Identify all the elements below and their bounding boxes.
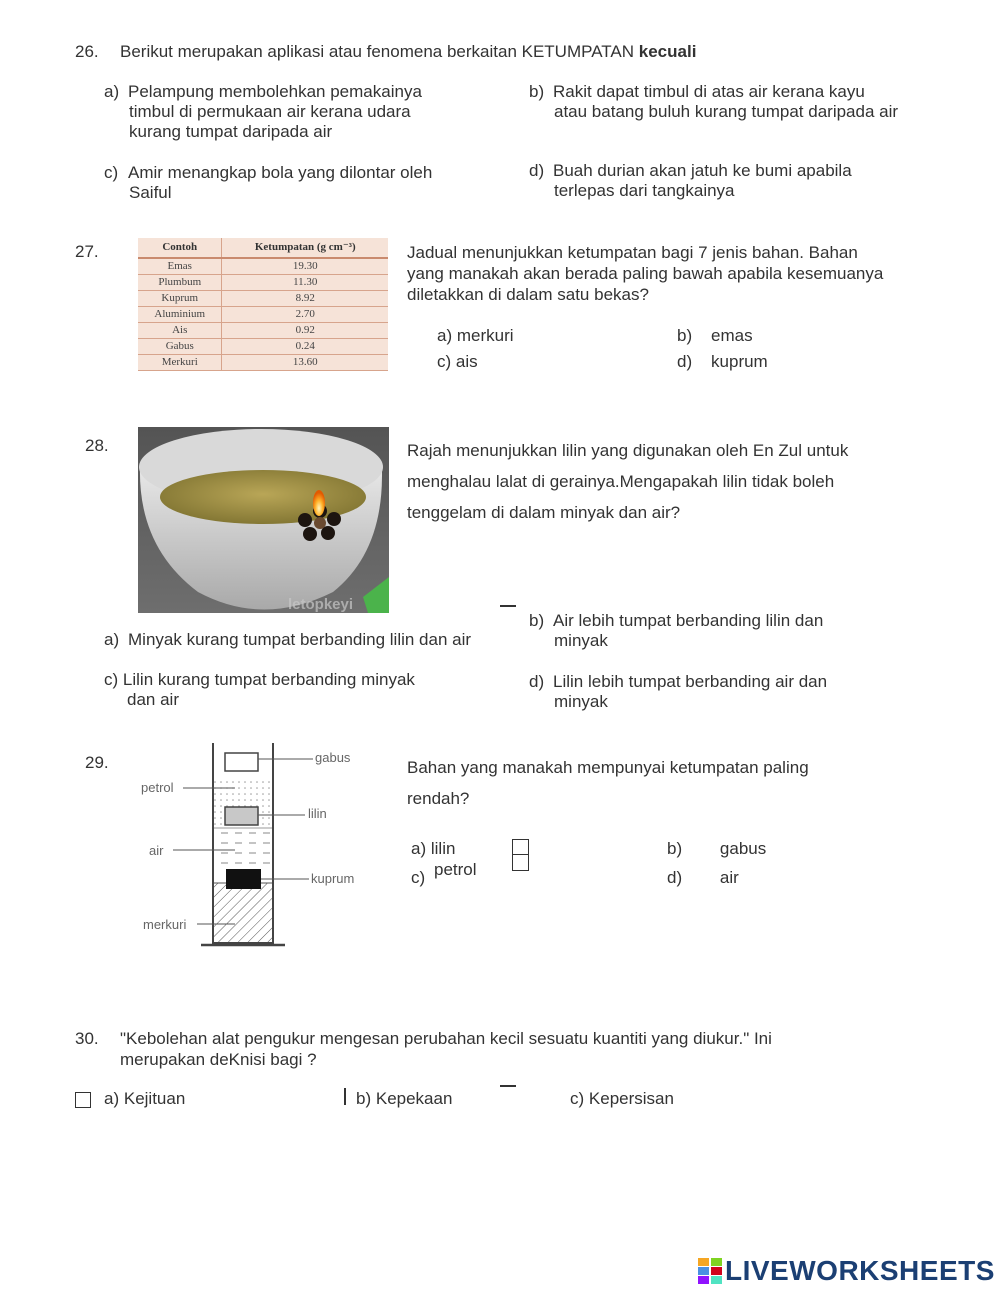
liveworksheets-logo-icon <box>698 1258 723 1284</box>
q29-option-d[interactable]: d) air <box>667 868 739 887</box>
density-table <box>138 238 388 371</box>
q29-option-a[interactable]: a) lilin <box>411 839 456 858</box>
q29-option-b[interactable]: b) gabus <box>667 839 767 858</box>
table-cell: Kuprum <box>138 291 222 307</box>
q26-question-bold: kecuali <box>638 42 697 61</box>
table-cell: Ais <box>138 323 222 339</box>
table-row <box>138 339 388 355</box>
table-cell: 19.30 <box>222 258 388 275</box>
table-cell: 13.60 <box>222 355 388 371</box>
q30-option-c[interactable]: c) Kepersisan <box>570 1089 674 1108</box>
table-cell: Emas <box>138 258 222 275</box>
table-cell: 2.70 <box>222 307 388 323</box>
photo-watermark: letopkeyi <box>288 596 354 613</box>
q26-number: 26. <box>75 42 99 61</box>
answer-checkbox[interactable] <box>75 1092 91 1108</box>
q29-question: Bahan yang manakah mempunyai ketumpatan paling rendah? <box>407 758 809 808</box>
q26-option-a: a) Pelampung membolehkan pemakainya timbul di permukaan air kerana udara kurang tumpat daripada air <box>104 82 422 141</box>
q27-option-d[interactable]: d) kuprum <box>677 352 768 371</box>
label-kuprum: kuprum <box>311 871 355 886</box>
liveworksheets-brand: LIVEWORKSHEETS <box>725 1255 995 1286</box>
q28-option-b[interactable]: b) Air lebih tumpat berbanding lilin dan minyak <box>529 611 824 650</box>
q26-question: Berikut merupakan aplikasi atau fenomena berkaitan KETUMPATAN kecuali <box>120 42 697 61</box>
table-cell: 0.92 <box>222 323 388 339</box>
table-row <box>138 275 388 291</box>
q27-option-a[interactable]: a) merkuri <box>437 326 514 345</box>
q29-option-c-label[interactable]: c) <box>411 868 426 887</box>
table-row <box>138 355 388 371</box>
density-table-header <box>138 238 388 258</box>
density-column-diagram <box>135 738 375 963</box>
label-lilin: lilin <box>308 806 327 821</box>
q28-option-a[interactable]: a) Minyak kurang tumpat berbanding lilin dan air <box>104 630 472 649</box>
q27-question: Jadual menunjukkan ketumpatan bagi 7 jenis bahan. Bahan yang manakah akan berada paling bawah apabila kesemuanya diletakkan di dalam satu bekas? <box>407 243 884 304</box>
q26-option-b: b) Rakit dapat timbul di atas air kerana kayu atau batang buluh kurang tumpat daripada air <box>529 82 899 121</box>
q28-question: Rajah menunjukkan lilin yang digunakan oleh En Zul untuk menghalau lalat di gerainya.Mengapakah lilin tidak boleh tenggelam di dalam minyak dan air? <box>407 441 849 522</box>
density-table-header-cell: Ketumpatan (g cm⁻³) <box>222 238 388 258</box>
q27-option-b[interactable]: b) emas <box>677 326 753 345</box>
q30-number: 30. <box>75 1029 99 1048</box>
q30-option-a[interactable]: a) Kejituan <box>104 1089 186 1108</box>
table-row <box>138 323 388 339</box>
q30-option-b[interactable]: b) Kepekaan <box>356 1089 453 1108</box>
q27-number: 27. <box>75 242 99 261</box>
q28-option-d[interactable]: d) Lilin lebih tumpat berbanding air dan minyak <box>529 672 828 711</box>
label-merkuri: merkuri <box>143 917 187 932</box>
table-cell: Plumbum <box>138 275 222 291</box>
table-row <box>138 307 388 323</box>
candle-bowl-illustration <box>138 427 389 613</box>
q27-option-c[interactable]: c) ais <box>437 352 478 371</box>
table-row <box>138 258 388 275</box>
dash-mark <box>500 605 516 607</box>
q28-number: 28. <box>85 436 109 455</box>
text-cursor-mark <box>344 1088 346 1105</box>
q29-option-c-text[interactable]: petrol <box>434 860 477 879</box>
label-petrol: petrol <box>141 780 174 795</box>
q28-option-c[interactable]: c) Lilin kurang tumpat berbanding minyak dan air <box>104 670 415 709</box>
table-row <box>138 291 388 307</box>
candle-bowl-photo <box>138 427 389 613</box>
density-table-header-cell: Contoh <box>138 238 222 258</box>
q30-question: "Kebolehan alat pengukur mengesan perubahan kecil sesuatu kuantiti yang diukur." Ini merupakan deKnisi bagi ? <box>120 1029 772 1069</box>
q26-option-d: d) Buah durian akan jatuh ke bumi apabila terlepas dari tangkainya <box>529 161 852 200</box>
q26-option-c: c) Amir menangkap bola yang dilontar oleh Saiful <box>104 163 433 202</box>
label-air: air <box>149 843 164 858</box>
q29-number: 29. <box>85 753 109 772</box>
table-cell: Merkuri <box>138 355 222 371</box>
answer-drop-box[interactable] <box>512 839 529 871</box>
table-cell: 0.24 <box>222 339 388 355</box>
table-cell: Aluminium <box>138 307 222 323</box>
dash-mark <box>500 1085 516 1087</box>
table-cell: Gabus <box>138 339 222 355</box>
label-gabus: gabus <box>315 750 351 765</box>
table-cell: 11.30 <box>222 275 388 291</box>
table-cell: 8.92 <box>222 291 388 307</box>
